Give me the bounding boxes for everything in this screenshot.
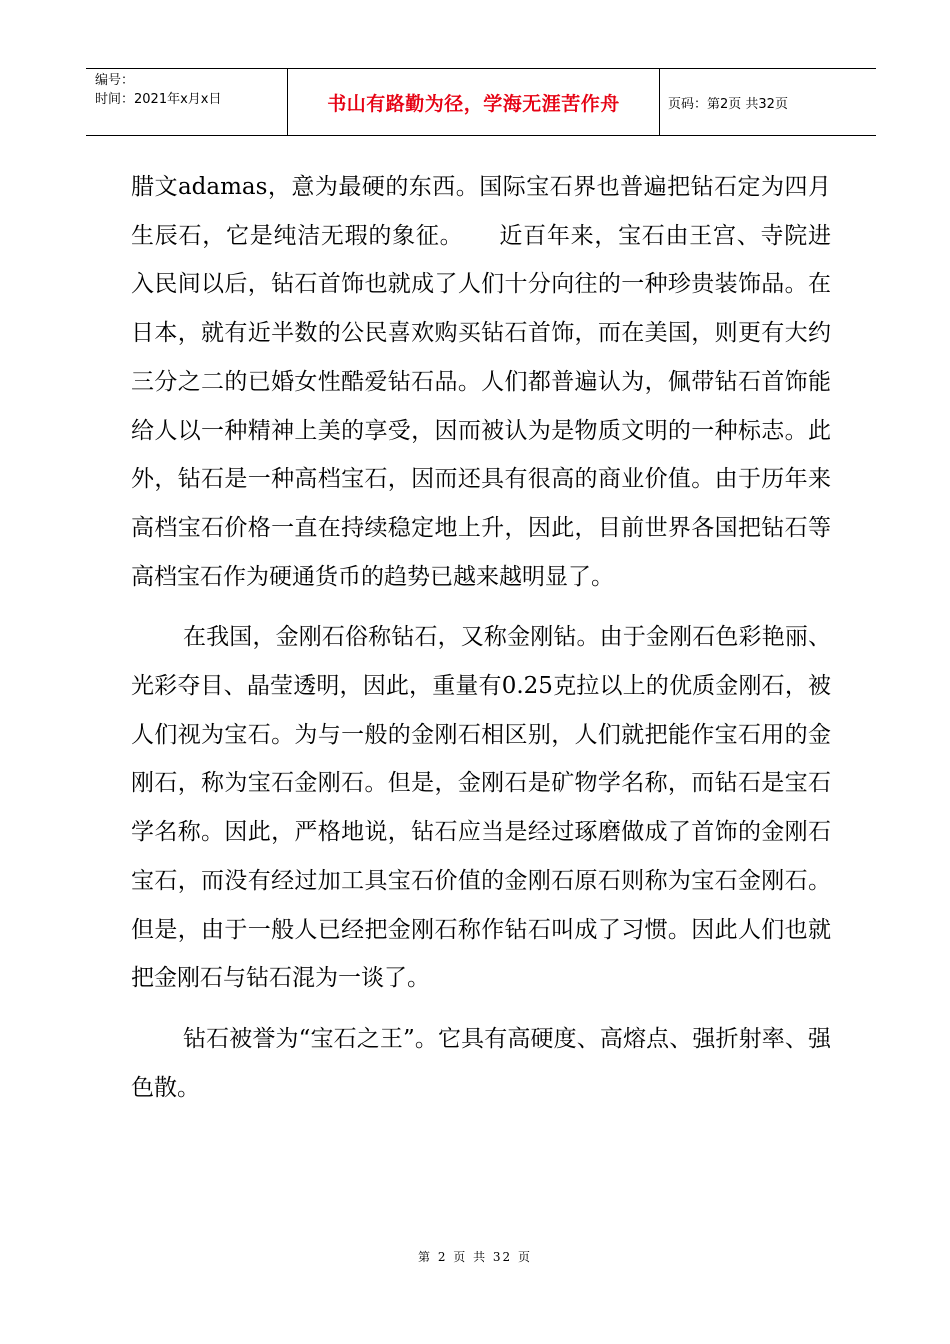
paragraph: 在我国，金刚石俗称钻石，又称金刚钻。由于金刚石色彩艳丽、光彩夺目、晶莹透明，因此，重量有0.25克拉以上的优质金刚石，被人们视为宝石。为与一般的金刚石相区别，人们就把能作宝石用的金刚石，称为宝石金刚石。但是，金刚石是矿物学名称，而钻石是宝石学名称。因此，严格地说，钻石应当是经过琢磨做成了首饰的金刚石宝石，而没有经过加工具宝石价值的金刚石原石则称为宝石金刚石。但是，由于一般人已经把金刚石称作钻石叫成了习惯。因此人们也就把金刚石与钻石混为一谈了。 [131, 624, 831, 992]
header-number-label: 编号： [95, 73, 135, 88]
header-meta [86, 69, 288, 135]
header-page-number: 页码：第2页 共32页 [668, 96, 788, 112]
document-body [131, 163, 831, 1112]
page-header [86, 68, 876, 136]
header-motto: 书山有路勤为径，学海无涯苦作舟 [288, 69, 660, 135]
paragraph: 腊文adamas，意为最硬的东西。国际宝石界也普遍把钻石定为四月生辰石，它是纯洁无瑕的象征。 近百年来，宝石由王宫、寺院进入民间以后，钻石首饰也就成了人们十分向往的一种珍贵装饰品。在日本，就有近半数的公民喜欢购买钻石首饰，而在美国，则更有大约三分之二的已婚女性酷爱钻石品。人们都普遍认为，佩带钻石首饰能给人以一种精神上美的享受，因而被认为是物质文明的一种标志。此外，钻石是一种高档宝石，因而还具有很高的商业价值。由于历年来高档宝石价格一直在持续稳定地上升，因此，目前世界各国把钻石等高档宝石作为硬通货币的趋势已越来越明显了。 [131, 174, 831, 590]
paragraph: 钻石被誉为“宝石之王”。它具有高硬度、高熔点、强折射率、强色散。 [131, 1025, 831, 1101]
page-footer: 第 2 页 共 32 页 [418, 1250, 532, 1264]
header-date-label: 时间：2021年x月x日 [95, 92, 222, 107]
